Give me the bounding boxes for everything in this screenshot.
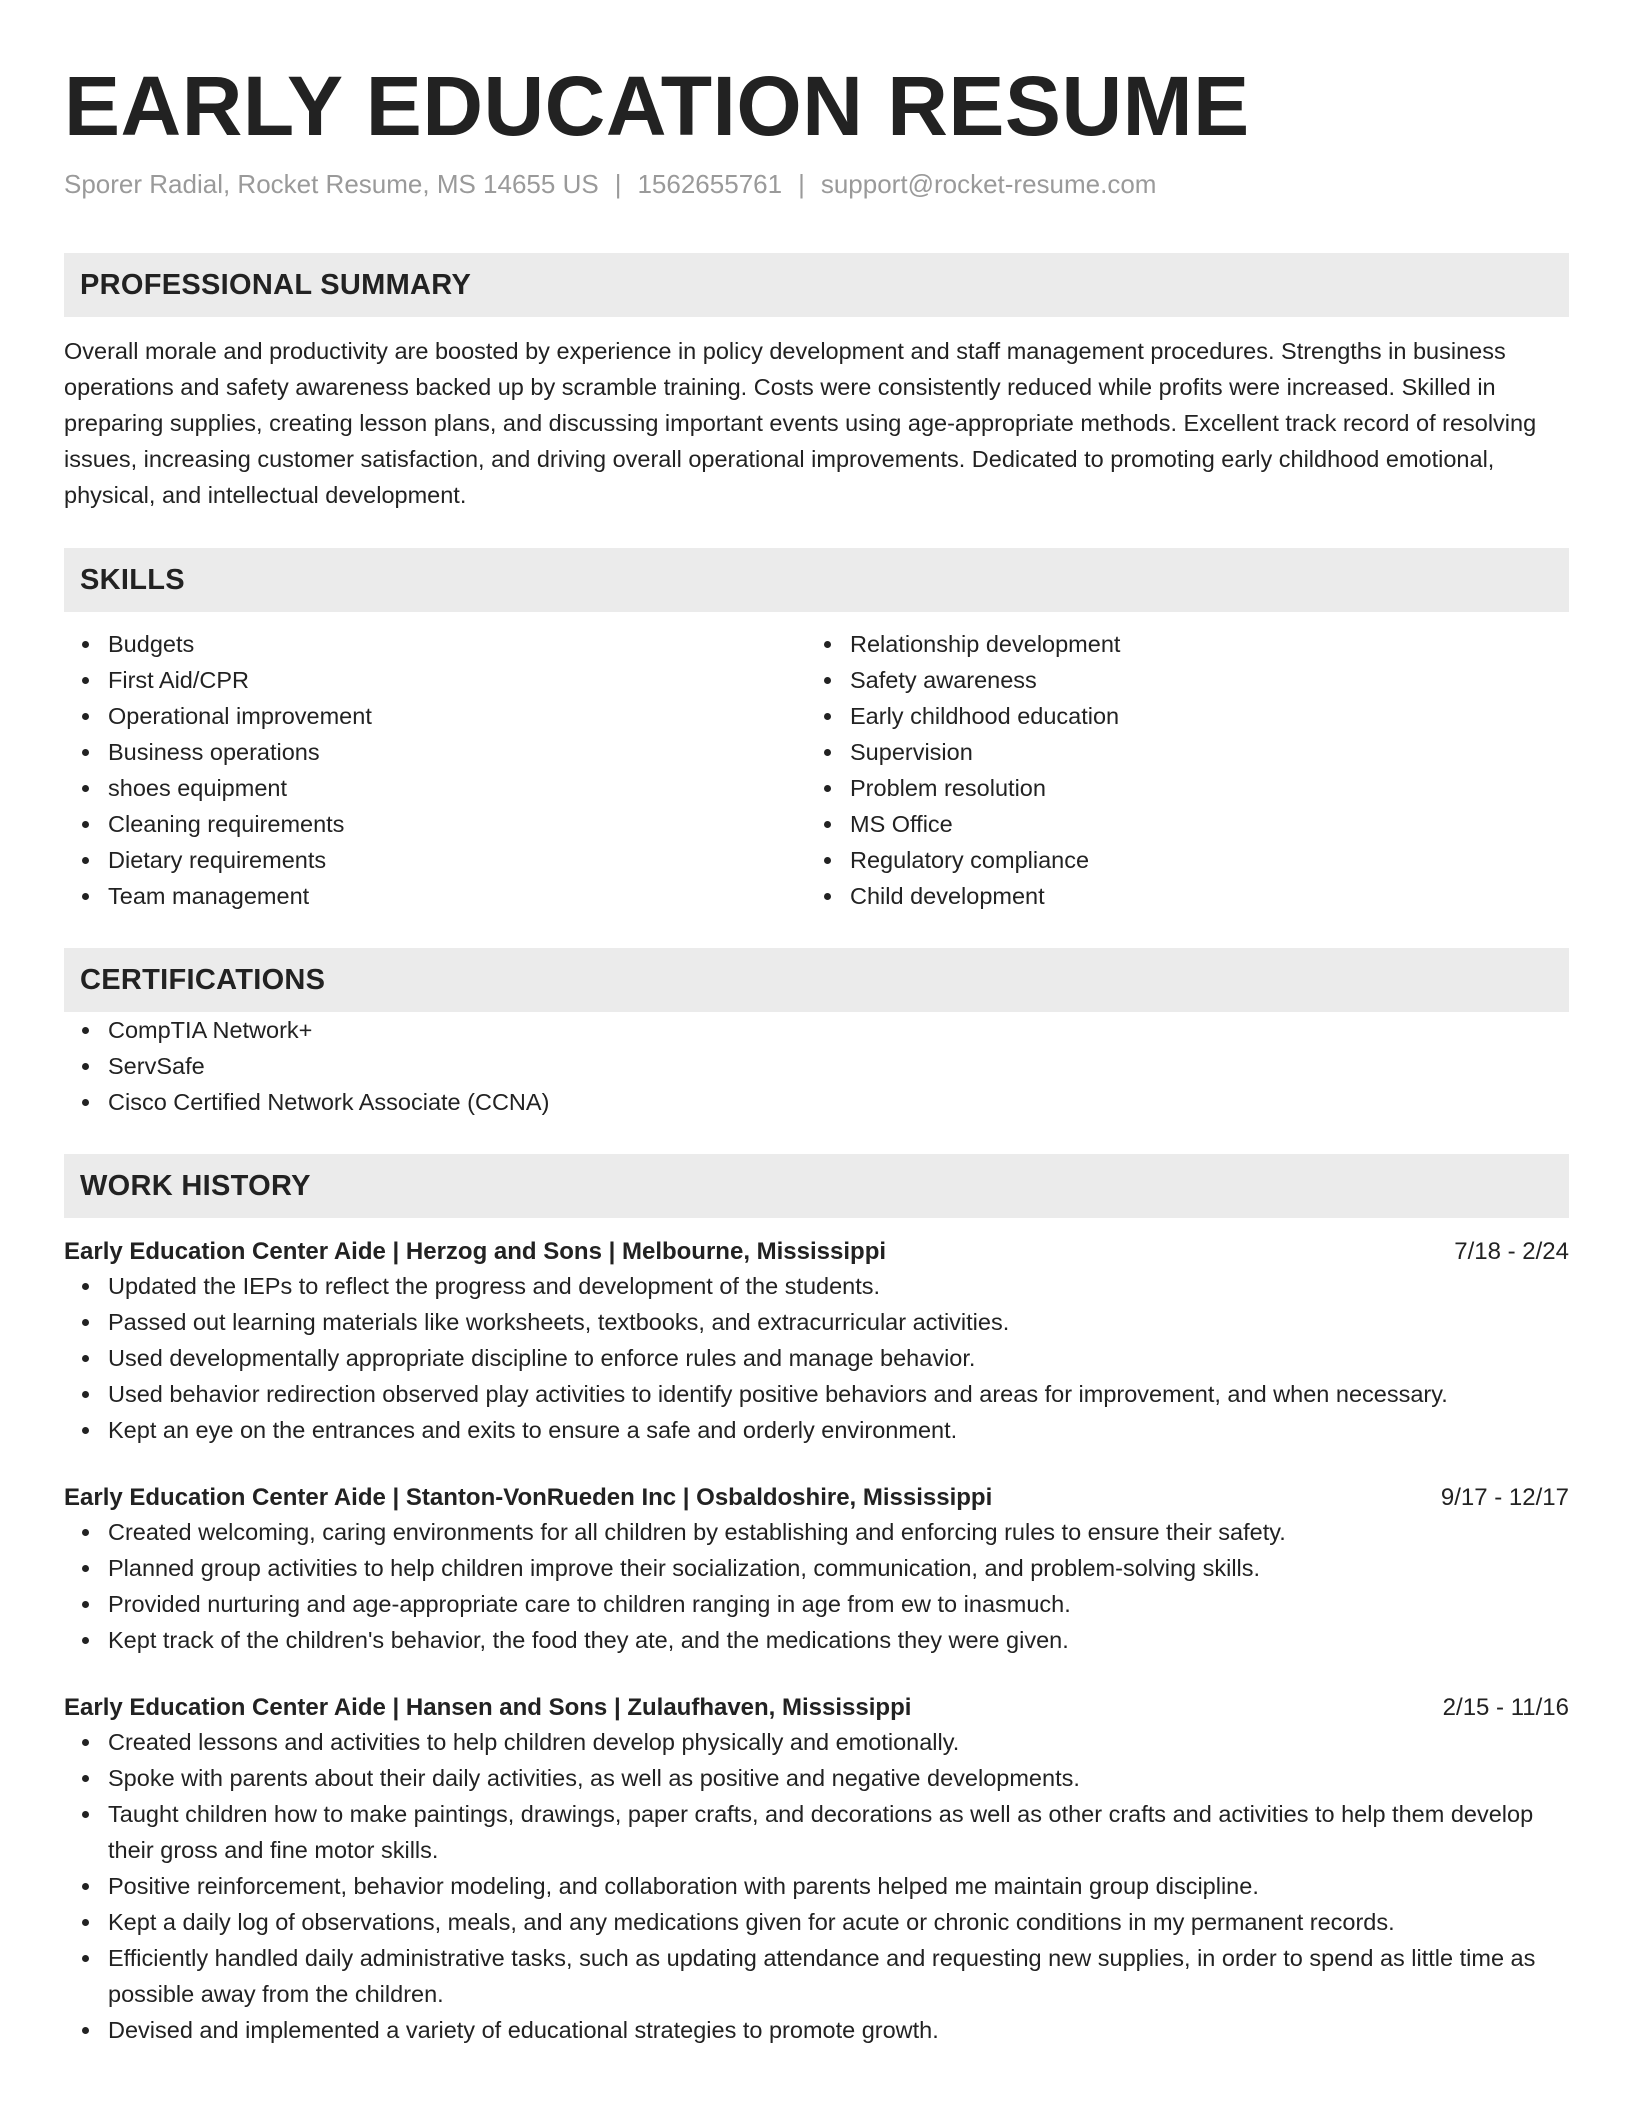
job-bullet-list [64,1724,1569,2048]
contact-phone: 1562655761 [637,169,783,199]
job-bullet: Used behavior redirection observed play activities to identify positive behaviors and areas for improvement, and when necessary. [64,1376,1569,1412]
contact-line [64,168,1569,200]
resume-page [64,0,1569,2048]
certification-item: Cisco Certified Network Associate (CCNA) [64,1084,1569,1120]
skill-item: Cleaning requirements [64,806,806,842]
contact-separator: | [614,169,622,199]
job-title: Early Education Center Aide | Herzog and Sons | Melbourne, Mississippi [64,1238,887,1265]
job-dates: 7/18 - 2/24 [1454,1238,1569,1265]
skill-item: Relationship development [806,626,1548,662]
skill-item: Budgets [64,626,806,662]
job-bullet: Created lessons and activities to help children develop physically and emotionally. [64,1724,1569,1760]
job-title: Early Education Center Aide | Stanton-VonRueden Inc | Osbaldoshire, Mississippi [64,1484,993,1511]
job-bullet: Provided nurturing and age-appropriate care to children ranging in age from ew to inasmuch. [64,1586,1569,1622]
skill-item: Safety awareness [806,662,1548,698]
summary-text: Overall morale and productivity are boosted by experience in policy development and staff management procedures. Strengths in business operations and safety awareness backed up by scramble training. Costs were consistently reduced while profits were increased. Skilled in preparing supplies, creating lesson plans, and discussing important events using age-appropriate methods. Excellent track record of resolving issues, increasing customer satisfaction, and driving overall operational improvements. Dedicated to promoting early childhood emotional, physical, and intellectual development. [64,338,1537,508]
contact-address: Sporer Radial, Rocket Resume, MS 14655 US [64,169,599,199]
job-entry [64,1482,1569,1658]
skill-item: First Aid/CPR [64,662,806,698]
skill-item: Dietary requirements [64,842,806,878]
section-header-certifications: CERTIFICATIONS [64,948,1569,1012]
contact-separator: | [798,169,805,199]
job-bullet: Passed out learning materials like worksheets, textbooks, and extracurricular activities. [64,1304,1569,1340]
contact-email: support@rocket-resume.com [820,169,1157,199]
job-bullet: Kept a daily log of observations, meals, and any medications given for acute or chronic conditions in my permanent records. [64,1904,1569,1940]
certifications-list [64,1012,1569,1120]
job-bullet: Devised and implemented a variety of educational strategies to promote growth. [64,2012,1569,2048]
skill-item: Child development [806,878,1548,914]
job-bullet: Created welcoming, caring environments for all children by establishing and enforcing rules to ensure their safety. [64,1514,1569,1550]
skill-item: MS Office [806,806,1548,842]
job-bullet: Spoke with parents about their daily activities, as well as positive and negative developments. [64,1760,1569,1796]
job-entry [64,1692,1569,2048]
section-header-summary: PROFESSIONAL SUMMARY [64,253,1569,317]
skill-item: shoes equipment [64,770,806,806]
skills-column-right [806,626,1548,914]
job-header [64,1236,1569,1268]
job-dates: 9/17 - 12/17 [1440,1484,1569,1511]
skill-item: Problem resolution [806,770,1548,806]
section-header-skills: SKILLS [64,548,1569,612]
job-bullet: Positive reinforcement, behavior modeling, and collaboration with parents helped me maintain group discipline. [64,1868,1569,1904]
skill-item: Team management [64,878,806,914]
job-bullet: Planned group activities to help children improve their socialization, communication, and problem-solving skills. [64,1550,1569,1586]
job-dates: 2/15 - 11/16 [1442,1694,1569,1721]
resume-title: EARLY EDUCATION RESUME [64,59,1250,153]
skill-item: Business operations [64,734,806,770]
skills-columns [64,626,1569,914]
job-title: Early Education Center Aide | Hansen and Sons | Zulaufhaven, Mississippi [64,1694,912,1721]
skill-item: Operational improvement [64,698,806,734]
skills-column-left [64,626,806,914]
job-bullet-list [64,1514,1569,1658]
job-bullet: Updated the IEPs to reflect the progress and development of the students. [64,1268,1569,1304]
skill-item: Supervision [806,734,1548,770]
job-entry [64,1236,1569,1448]
skill-item: Regulatory compliance [806,842,1548,878]
job-header [64,1482,1569,1514]
certification-item: CompTIA Network+ [64,1012,1569,1048]
job-bullet-list [64,1268,1569,1448]
job-bullet: Kept track of the children's behavior, the food they ate, and the medications they were given. [64,1622,1569,1658]
job-bullet: Efficiently handled daily administrative tasks, such as updating attendance and requesting new supplies, in order to spend as little time as possible away from the children. [64,1940,1569,2012]
job-bullet: Kept an eye on the entrances and exits to ensure a safe and orderly environment. [64,1412,1569,1448]
section-header-work-history: WORK HISTORY [64,1154,1569,1218]
job-bullet: Taught children how to make paintings, drawings, paper crafts, and decorations as well as other crafts and activities to help them develop their gross and fine motor skills. [64,1796,1569,1868]
skill-item: Early childhood education [806,698,1548,734]
job-header [64,1692,1569,1724]
job-bullet: Used developmentally appropriate discipline to enforce rules and manage behavior. [64,1340,1569,1376]
certification-item: ServSafe [64,1048,1569,1084]
